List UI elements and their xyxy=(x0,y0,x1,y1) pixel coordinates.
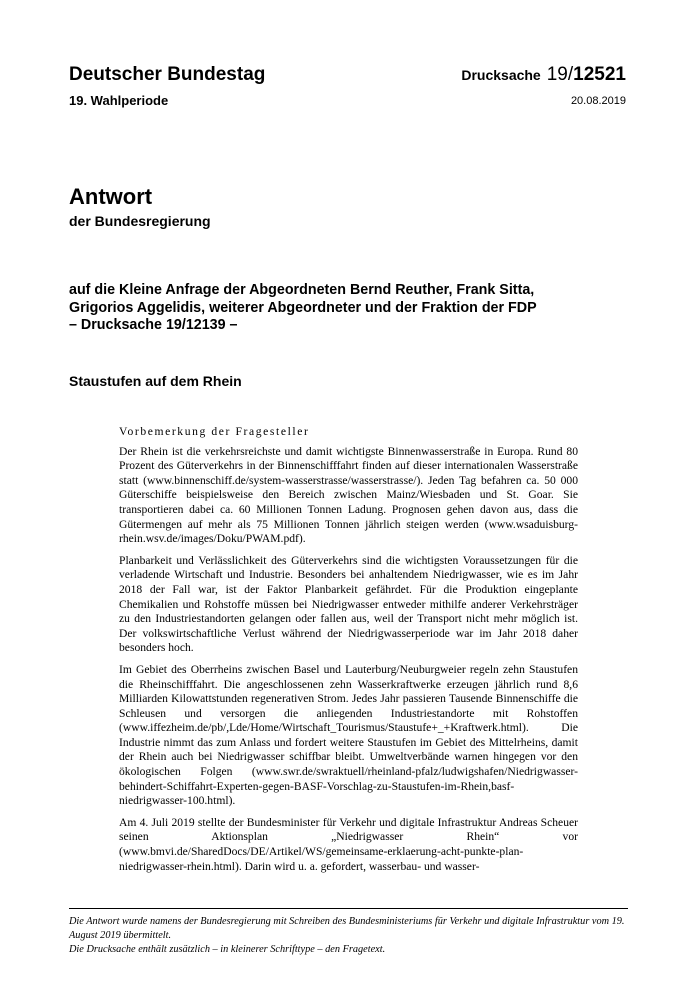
drucksache-prefix: 19/ xyxy=(546,64,574,85)
footer-note-2: Die Drucksache enthält zusätzlich – in kleinerer Schrifttype – den Fragetext. xyxy=(69,944,386,955)
preliminary-remarks-heading: Vorbemerkung der Fragesteller xyxy=(119,425,310,438)
preliminary-remarks xyxy=(119,425,578,881)
subject-heading: Staustufen auf dem Rhein xyxy=(69,373,242,389)
drucksache-number: 12521 xyxy=(573,64,626,85)
body-paragraph-4: Am 4. Juli 2019 stellte der Bundesminister für Verkehr und digitale Infrastruktur Andreas Scheuer seinen Aktionsplan „Niedrigwasser Rhein“ vor (www.bmvi.de/SharedDocs/DE/Artikel/WS/gemeinsame-erklaerung-acht-punkte-plan-niedrigwasser-rhein.html). Darin wird u. a. gefordert, wasserbau- und wasser- xyxy=(119,815,578,873)
inquiry-line-1: auf die Kleine Anfrage der Abgeordneten Bernd Reuther, Frank Sitta, xyxy=(69,282,535,298)
document-number xyxy=(461,64,626,86)
footer-note-1: Die Antwort wurde namens der Bundesregierung mit Schreiben des Bundesministeriums für Verkehr und digitale Infrastruktur vom 19. August 2019 übermittelt. xyxy=(69,916,625,941)
parliament-name: Deutscher Bundestag xyxy=(69,64,266,85)
document-title: Antwort xyxy=(69,184,153,209)
body-paragraph-3: Im Gebiet des Oberrheins zwischen Basel und Lauterburg/Neuburgweier regeln zehn Staustufen die Rheinschifffahrt. Die angeschlossenen zehn Wasserkraftwerke erzeugen jährlich rund 8,6 Milliarden Kilowattstunden regenerativen Strom. Jedes Jahr passieren Tausende Binnenschiffe die Schleusen und versorgen die anliegenden Industriestandorte mit Rohstoffen (www.iffezheim.de/pb/,Lde/Home/Wirtschaft_Tourismus/Staustufe+_+Kraftwerk.html). Die Industrie nimmt das zum Anlass und fordert weitere Staustufen im Gebiet des Mittelrheins, damit der Rhein auch bei Niedrigwasser schiffbar bleibt. Umweltverbände warnen hingegen vor den ökologischen Folgen (www.swr.de/swraktuell/rheinland-pfalz/ludwigshafen/Niedrigwasser-behindert-Schiffahrt-Experten-gegen-BASF-Vorschlag-zu-Staustufen-im-Rhein,basf-niedrigwasser-100.html). xyxy=(119,662,578,808)
inquiry-reference xyxy=(69,282,629,335)
document-date: 20.08.2019 xyxy=(570,95,626,107)
body-paragraph-1: Der Rhein ist die verkehrsreichste und damit wichtigste Binnenwasserstraße in Europa. Rund 80 Prozent des Güterverkehrs in der Binnenschifffahrt finden auf dieser internationalen Wasserstraße statt (www.binnenschiff.de/system-wasserstrasse/wasserstrasse/). Jeden Tag befahren ca. 50 000 Güterschiffe beispielsweise den Bereich zwischen Mainz/Wiesbaden und St. Goar. Sie transportieren dabei ca. 60 Millionen Tonnen Ladung. Prognosen gehen davon aus, dass die Gütermengen auf mehr als 75 Millionen Tonnen jährlich steigen werden (www.wsaduisburg-rhein.wsv.de/images/Doku/PWAM.pdf). xyxy=(119,444,578,546)
inquiry-line-3: – Drucksache 19/12139 – xyxy=(69,317,238,333)
document-subtitle: der Bundesregierung xyxy=(69,213,211,229)
inquiry-line-2: Grigorios Aggelidis, weiterer Abgeordneter und der Fraktion der FDP xyxy=(69,299,537,316)
footer-notes xyxy=(69,915,634,957)
drucksache-label: Drucksache xyxy=(461,67,541,83)
body-paragraph-2: Planbarkeit und Verlässlichkeit des Güterverkehrs sind die wichtigsten Voraussetzungen für die verladende Wirtschaft und Industrie. Besonders bei anhaltendem Niedrigwasser, wie es im Jahr 2018 der Fall war, ist der Faktor Planbarkeit gefährdet. Für die Produktion eingeplante Chemikalien und Rohstoffe müssen bei Niedrigwasser entweder mithilfe anderer Verkehrsträger zu den Industriestandorten gelangen oder fallen aus, weil der Transport nicht mehr möglich ist. Der volkswirtschaftliche Verlust während der Niedrigwasserperiode war im Jahr 2018 daher besonders hoch. xyxy=(119,553,578,655)
legislative-period: 19. Wahlperiode xyxy=(69,93,169,108)
footer-divider xyxy=(69,908,628,909)
